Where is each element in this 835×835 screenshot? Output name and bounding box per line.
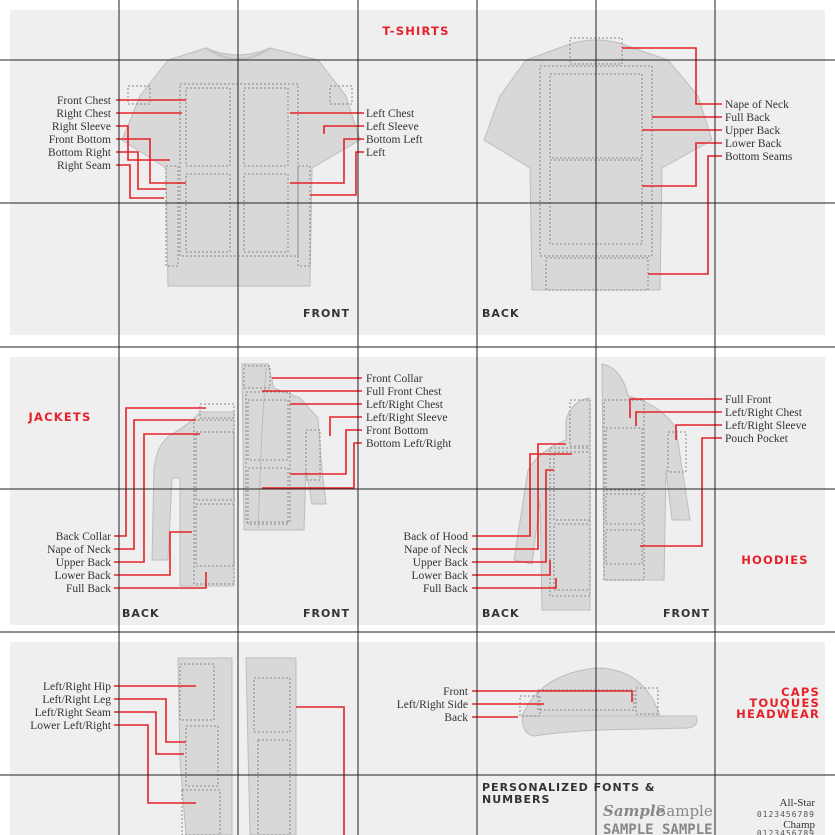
label-right-seam: Right Seam	[57, 160, 111, 172]
label-full-front: Full Front	[725, 394, 772, 406]
tshirt-back-view-label: BACK	[482, 307, 520, 320]
label-hoodie-lr-chest: Left/Right Chest	[725, 407, 802, 419]
label-lower-lr: Lower Left/Right	[30, 720, 111, 732]
label-full-front-chest: Full Front Chest	[366, 386, 442, 398]
label-hoodie-lower-back: Lower Back	[411, 570, 468, 582]
label-jacket-full-back: Full Back	[65, 583, 111, 595]
label-left: Left	[366, 147, 386, 159]
tshirts-title: T-SHIRTS	[382, 24, 450, 38]
jacket-front-view-label: FRONT	[302, 607, 350, 620]
label-upper-back: Upper Back	[725, 125, 781, 137]
label-front-collar: Front Collar	[366, 373, 423, 385]
label-right-sleeve: Right Sleeve	[51, 121, 111, 133]
digits-champ: 0123456789	[756, 829, 815, 835]
label-right-chest: Right Chest	[56, 108, 111, 120]
fonts-heading-line1: PERSONALIZED FONTS &	[482, 781, 656, 794]
label-back-of-hood: Back of Hood	[403, 531, 468, 543]
label-jacket-front-bottom: Front Bottom	[366, 425, 429, 437]
label-lr-leg: Left/Right Leg	[42, 694, 111, 706]
digits-allstar: 0123456789	[756, 810, 815, 819]
label-cap-lr-side: Left/Right Side	[396, 699, 468, 711]
font-sample-serif: Sample	[656, 802, 713, 820]
label-jacket-lr-sleeve: Left/Right Sleeve	[366, 412, 448, 424]
caps-title-line2: TOUQUES	[749, 696, 820, 710]
label-nape-of-neck: Nape of Neck	[725, 99, 789, 111]
jacket-back-view-label: BACK	[122, 607, 160, 620]
label-jacket-upper-back: Upper Back	[55, 557, 111, 569]
label-lower-back: Lower Back	[725, 138, 782, 150]
label-left-chest: Left Chest	[366, 108, 415, 120]
tshirt-front-view-label: FRONT	[302, 307, 350, 320]
label-full-back: Full Back	[725, 112, 771, 124]
label-jacket-nape: Nape of Neck	[47, 544, 111, 556]
label-left-sleeve: Left Sleeve	[366, 121, 419, 133]
label-bottom-right: Bottom Right	[48, 147, 111, 159]
caps-title-line3: HEADWEAR	[736, 707, 820, 721]
tshirt-front-left-labels	[48, 95, 112, 172]
label-front-bottom: Front Bottom	[48, 134, 111, 146]
pants-labels	[30, 681, 112, 732]
fonts-heading-line2: NUMBERS	[482, 793, 551, 806]
label-hoodie-full-back: Full Back	[422, 583, 468, 595]
label-hoodie-lr-sleeve: Left/Right Sleeve	[725, 420, 807, 432]
hoodie-back-view-label: BACK	[482, 607, 520, 620]
panel-tshirts	[10, 10, 825, 335]
label-lr-hip: Left/Right Hip	[42, 681, 111, 693]
hoodies-title: HOODIES	[741, 553, 809, 567]
label-jacket-lower-back: Lower Back	[54, 570, 111, 582]
font-name-champ: Champ	[783, 819, 815, 831]
label-lr-seam: Left/Right Seam	[34, 707, 111, 719]
caps-title-line1: CAPS	[781, 685, 820, 699]
hoodie-front-view-label: FRONT	[662, 607, 710, 620]
label-hoodie-nape: Nape of Neck	[404, 544, 468, 556]
font-sample-script: Sample	[603, 802, 666, 820]
label-pouch-pocket: Pouch Pocket	[725, 433, 788, 445]
label-front-chest: Front Chest	[57, 95, 111, 107]
label-back-collar: Back Collar	[55, 531, 111, 543]
label-hoodie-upper-back: Upper Back	[412, 557, 468, 569]
label-jacket-bottom-lr: Bottom Left/Right	[366, 438, 452, 450]
jackets-title: JACKETS	[28, 410, 92, 424]
label-cap-back: Back	[444, 712, 468, 724]
label-bottom-left: Bottom Left	[366, 134, 423, 146]
font-sample-block: SAMPLE SAMPLE	[603, 822, 713, 835]
label-jacket-lr-chest: Left/Right Chest	[366, 399, 443, 411]
label-bottom-seams: Bottom Seams	[725, 151, 793, 163]
label-cap-front: Front	[443, 686, 468, 698]
font-name-allstar: All-Star	[779, 797, 815, 809]
